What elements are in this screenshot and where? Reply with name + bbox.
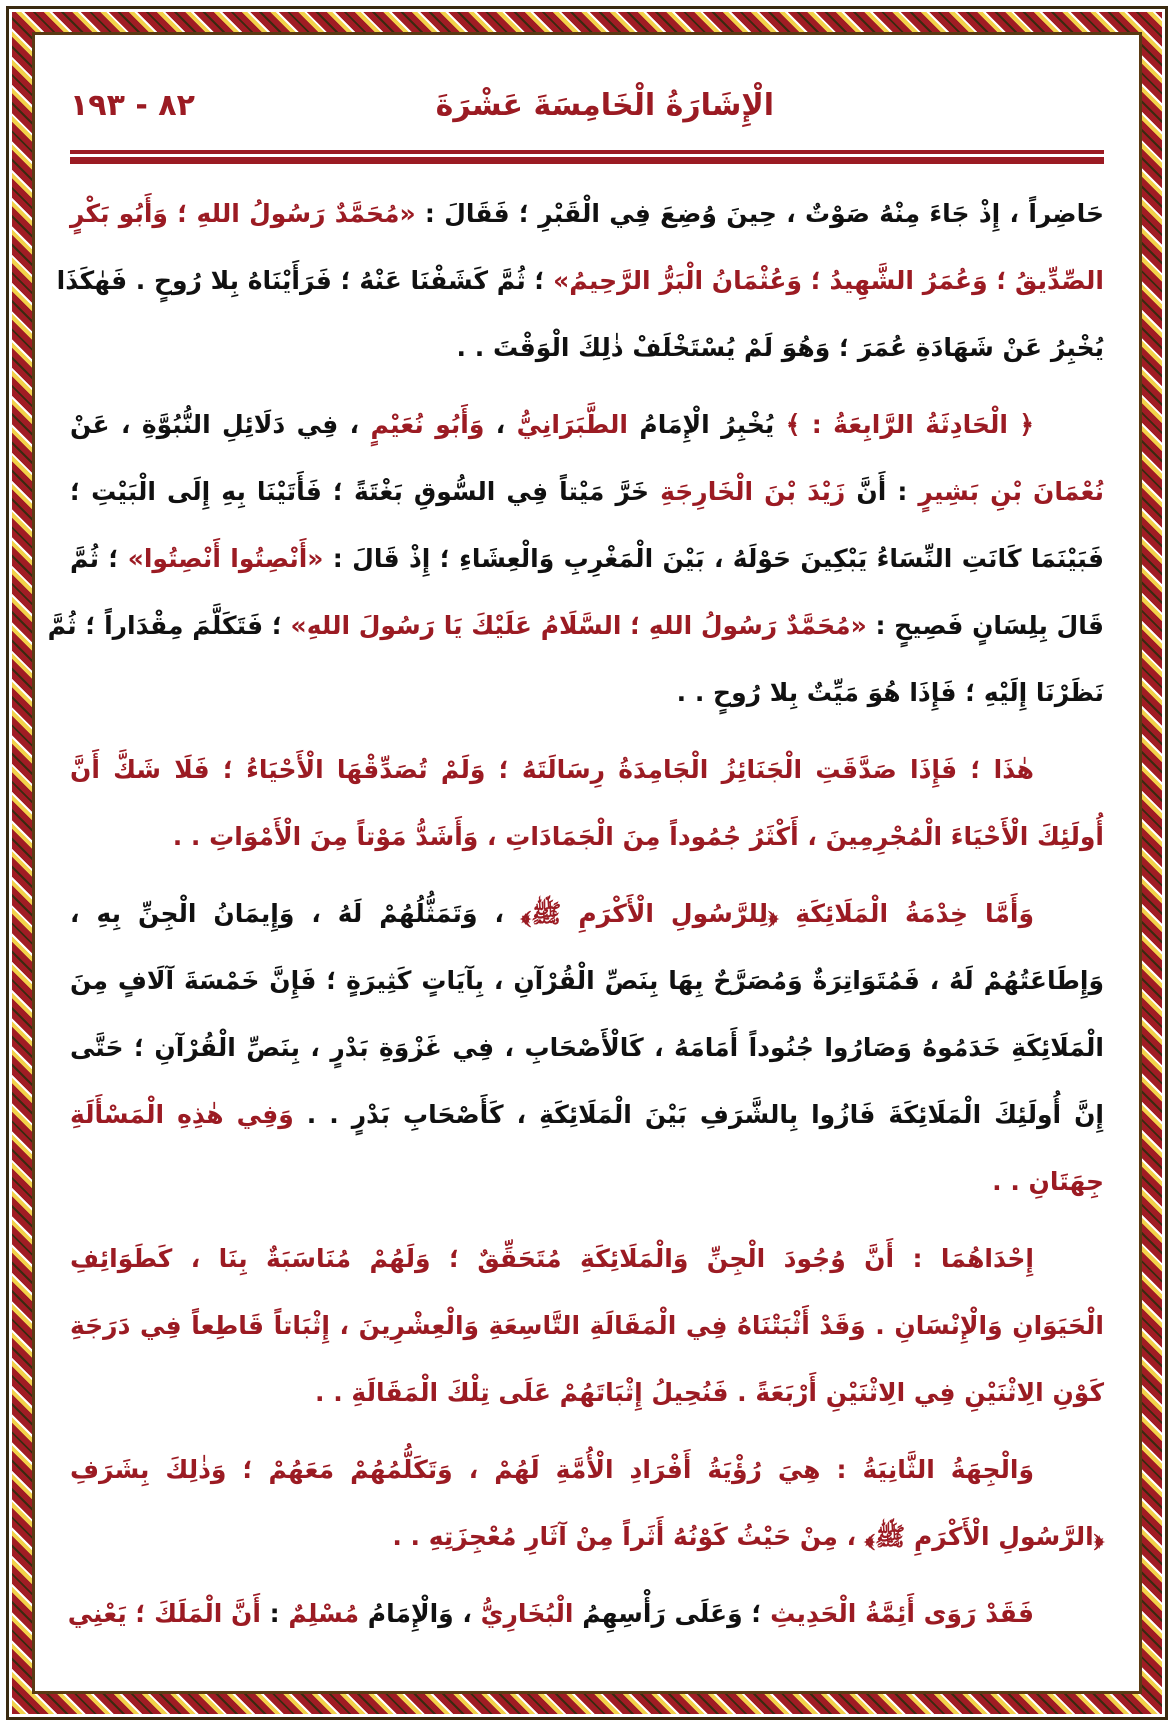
highlighted-text: وَأَبُو نُعَيْمٍ <box>370 410 485 439</box>
highlighted-text: ﴿ الْحَادِثَةُ الرَّابِعَةُ : ﴾ <box>785 410 1035 439</box>
highlighted-text: كَوْنِ الِاثْنَيْنِ فِي الِاثْنَيْنِ أَرْبَعَةً . فَنُحِيلُ إِثْبَاتَهُمْ عَلَى تِلْكَ الْمَقَالَةِ . . <box>315 1378 1104 1407</box>
body-text-segment: ، وَتَمَثُّلُهُمْ لَهُ ، وَإِيمَانُ الْجِنِّ بِهِ ، <box>70 899 521 928</box>
body-text-segment: خَرَّ مَيْتاً فِي السُّوقِ بَغْتَةً ؛ فَأَتَيْنَا بِهِ إِلَى الْبَيْتِ ؛ <box>70 477 661 506</box>
highlighted-text: وَأَمَّا خِدْمَةُ الْمَلَائِكَةِ ﴿لِلرَّسُولِ الْأَكْرَمِ ﷺ﴾ <box>520 899 1034 928</box>
text-line <box>70 391 1104 458</box>
paragraph <box>70 1436 1104 1570</box>
header-divider <box>70 150 1104 154</box>
page-header <box>70 88 1104 138</box>
text-line <box>70 736 1104 803</box>
header-divider-thick <box>70 157 1104 164</box>
text-line <box>70 1436 1104 1503</box>
highlighted-text: أَنَّ الْمَلَكَ ؛ يَعْنِي <box>67 1599 261 1628</box>
text-line <box>70 1503 1104 1570</box>
body-text-segment: : <box>260 1599 289 1628</box>
paragraph <box>70 736 1104 870</box>
text-line <box>70 1292 1104 1359</box>
highlighted-text: وَالْجِهَةُ الثَّانِيَةُ : هِيَ رُؤْيَةُ أَفْرَادِ الْأُمَّةِ لَهُمْ ، وَتَكَلُّمُهُمْ مَعَهُمْ ؛ وَذٰلِكَ بِشَرَفِ <box>70 1455 1034 1484</box>
body-text-segment: : أَنَّ <box>845 477 919 506</box>
text-line <box>67 1580 1104 1647</box>
highlighted-text: هٰذَا ؛ فَإِذَا صَدَّقَتِ الْجَنَائِزُ الْجَامِدَةُ رِسَالَتَهُ ؛ وَلَمْ تُصَدِّقْهَا الْأَحْيَاءُ ؛ فَلَا شَكَّ أَنَّ <box>70 755 1034 784</box>
highlighted-text: وَفِي هٰذِهِ الْمَسْأَلَةِ <box>70 1100 294 1129</box>
text-line <box>70 947 1104 1014</box>
body-text-segment: حَاضِراً ، إِذْ جَاءَ مِنْهُ صَوْتٌ ، حِينَ وُضِعَ فِي الْقَبْرِ ؛ فَقَالَ : <box>415 199 1104 228</box>
body-text-segment: ، فِي دَلَائِلِ النُّبُوَّةِ ، عَنْ <box>70 410 371 439</box>
highlighted-text: ﴿الرَّسُولِ الْأَكْرَمِ ﷺ﴾ ، مِنْ حَيْثُ كَوْنُهُ أَثَراً مِنْ آثَارِ مُعْجِزَتِهِ . . <box>392 1522 1104 1551</box>
highlighted-text: «مُحَمَّدٌ رَسُولُ اللهِ ؛ السَّلَامُ عَلَيْكَ يَا رَسُولَ اللهِ» <box>290 611 867 640</box>
body-text-segment: ، وَالْإِمَامُ <box>359 1599 481 1628</box>
paragraph <box>56 180 1104 381</box>
body-text-segment: ؛ وَعَلَى رَأْسِهِمُ <box>573 1599 771 1628</box>
highlighted-text: نُعْمَانَ بْنِ بَشِيرٍ <box>918 477 1105 506</box>
text-line <box>70 659 1104 726</box>
body-text-segment: وَإِطَاعَتُهُمْ لَهُ ، فَمُتَوَاتِرَةٌ وَمُصَرَّحٌ بِهَا بِنَصِّ الْقُرْآنِ ، بِآيَاتٍ كَثِيرَةٍ ؛ فَإِنَّ خَمْسَةَ آلَافٍ مِنَ <box>70 966 1104 995</box>
highlighted-text: جِهَتَانِ . . <box>992 1167 1104 1196</box>
body-text-segment: ، <box>484 410 517 439</box>
text-line <box>56 247 1104 314</box>
highlighted-text: إِحْدَاهُمَا : أَنَّ وُجُودَ الْجِنِّ وَالْمَلَائِكَةِ مُتَحَقِّقٌ ؛ وَلَهُمْ مُنَاسَبَةٌ بِنَا ، كَطَوَائِفِ <box>70 1244 1034 1273</box>
body-text-segment: ؛ ثُمَّ كَشَفْنَا عَنْهُ ؛ فَرَأَيْنَاهُ بِلا رُوحٍ . فَهٰكَذَا <box>56 266 554 295</box>
page-title: الْإِشَارَةُ الْخَامِسَةَ عَشْرَةَ <box>435 88 774 123</box>
text-line <box>70 180 1104 247</box>
text-line <box>70 1014 1104 1081</box>
highlighted-text: «مُحَمَّدٌ رَسُولُ اللهِ ؛ وَأَبُو بَكْرٍ <box>70 199 416 228</box>
body-text-segment: يُخْبِرُ الْإِمَامُ <box>627 410 786 439</box>
text-line <box>70 314 1104 381</box>
body-text-segment: إِنَّ أُولَئِكَ الْمَلَائِكَةَ فَازُوا بِالشَّرَفِ بَيْنَ الْمَلَائِكَةِ ، كَأَصْحَابِ بَدْرٍ . . <box>293 1100 1105 1129</box>
text-line <box>70 880 1104 947</box>
paragraph <box>70 880 1104 1215</box>
text-line <box>70 458 1104 525</box>
body-text-segment: ؛ فَتَكَلَّمَ مِقْدَاراً ؛ ثُمَّ <box>47 611 291 640</box>
text-line <box>70 1359 1104 1426</box>
text-line <box>47 592 1104 659</box>
highlighted-text: الصِّدِّيقُ ؛ وَعُمَرُ الشَّهِيدُ ؛ وَعُثْمَانُ الْبَرُّ الرَّحِيمُ» <box>553 266 1104 295</box>
paragraph <box>47 391 1105 726</box>
text-line <box>70 1225 1104 1292</box>
highlighted-text: فَقَدْ رَوَى أَئِمَّةُ الْحَدِيثِ <box>770 1599 1034 1628</box>
body-text-segment: يُخْبِرُ عَنْ شَهَادَةِ عُمَرَ ؛ وَهُوَ لَمْ يُسْتَخْلَفْ ذٰلِكَ الْوَقْتَ . . <box>456 333 1104 362</box>
body-text <box>47 180 1105 1657</box>
highlighted-text: الْحَيَوَانِ وَالْإِنْسَانِ . وَقَدْ أَثْبَتْنَاهُ فِي الْمَقَالَةِ التَّاسِعَةِ وَالْعِشْرِينَ ، إِثْبَاتاً قَاطِعاً فِي دَرَجَةِ <box>70 1311 1104 1340</box>
highlighted-text: أُولَئِكَ الْأَحْيَاءَ الْمُجْرِمِينَ ، أَكْثَرُ جُمُوداً مِنَ الْجَمَادَاتِ ، وَأَشَدُّ مَوْتاً مِنَ الْأَمْوَاتِ . . <box>172 822 1104 851</box>
paragraph <box>67 1580 1104 1647</box>
text-line <box>70 1148 1104 1215</box>
text-line <box>70 803 1104 870</box>
body-text-segment: فَبَيْنَمَا كَانَتِ النِّسَاءُ يَبْكِينَ حَوْلَهُ ، بَيْنَ الْمَغْرِبِ وَالْعِشَاءِ ؛ إِذْ قَالَ : <box>323 544 1104 573</box>
highlighted-text: «أَنْصِتُوا أَنْصِتُوا» <box>127 544 324 573</box>
body-text-segment: الْمَلَائِكَةِ خَدَمُوهُ وَصَارُوا جُنُوداً أَمَامَهُ ، كَالْأَصْحَابِ ، فِي غَزْوَةِ بَدْرٍ ، بِنَصِّ الْقُرْآنِ ؛ حَتَّى <box>70 1033 1104 1062</box>
highlighted-text: الطَّبَرَانِيُّ <box>516 410 628 439</box>
paragraph <box>70 1225 1104 1426</box>
text-line <box>70 525 1104 592</box>
page-numbers: ٨٢ - ١٩٣ <box>70 88 195 123</box>
body-text-segment: قَالَ بِلِسَانٍ فَصِيحٍ : <box>866 611 1104 640</box>
body-text-segment: ؛ ثُمَّ <box>70 544 128 573</box>
highlighted-text: مُسْلِمٌ <box>288 1599 360 1628</box>
highlighted-text: الْبُخَارِيُّ <box>480 1599 574 1628</box>
highlighted-text: زَيْدَ بْنَ الْخَارِجَةِ <box>660 477 846 506</box>
text-line <box>70 1081 1104 1148</box>
body-text-segment: نَظَرْنَا إِلَيْهِ ؛ فَإِذَا هُوَ مَيِّتٌ بِلا رُوحٍ . . <box>676 678 1104 707</box>
